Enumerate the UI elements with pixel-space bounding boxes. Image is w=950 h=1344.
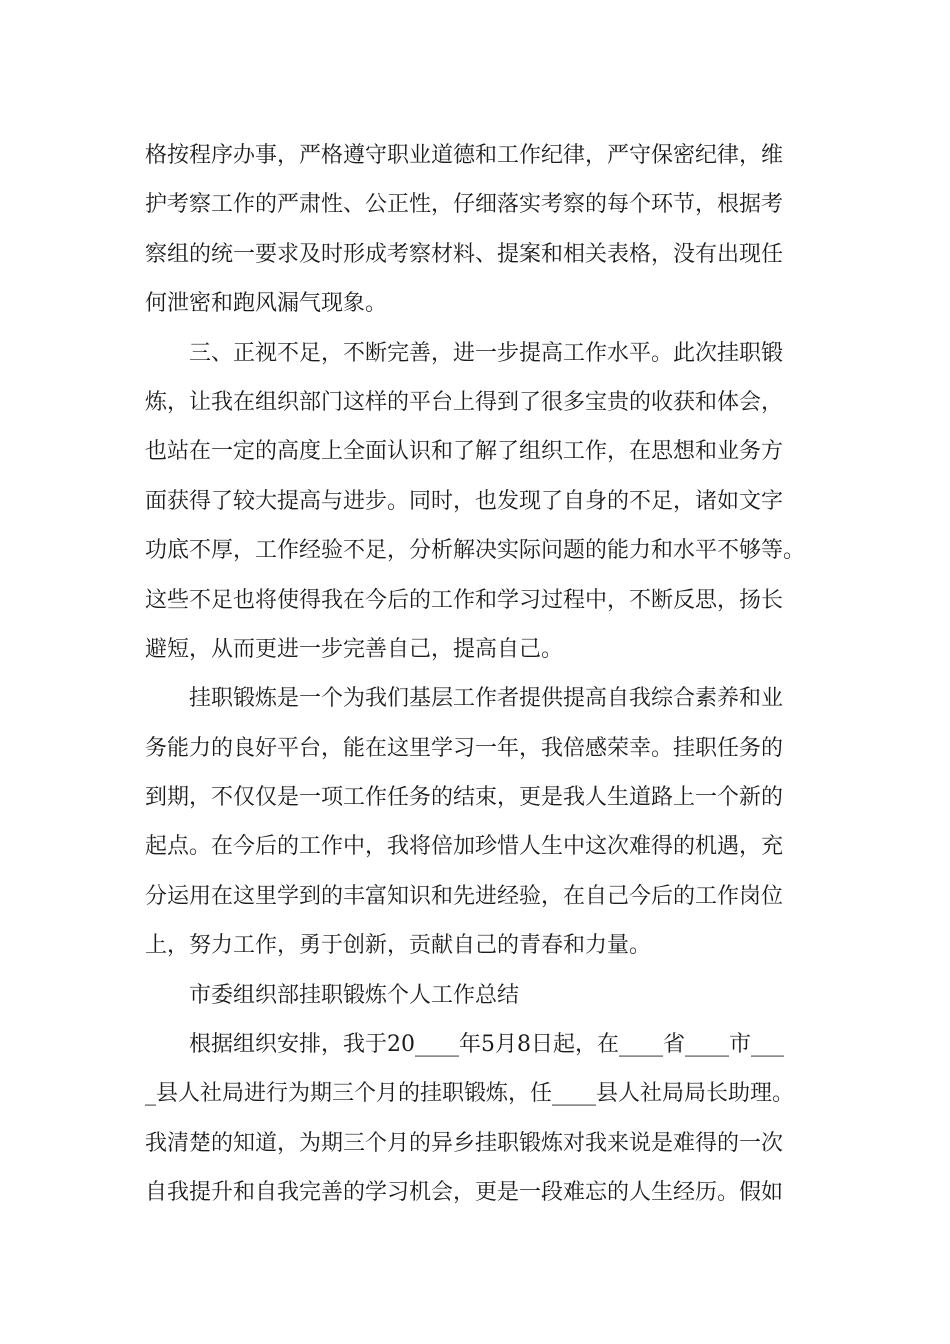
text-line: 何泄密和跑风漏气现象。 [145, 291, 388, 317]
text-line: 这些不足也将使得我在今后的工作和学习过程中，不断反思，扬长 [145, 587, 784, 613]
text-line: 面获得了较大提高与进步。同时，也发现了自身的不足，诸如文字 [145, 488, 784, 514]
text-line: 务能力的良好平台，能在这里学习一年，我倍感荣幸。挂职任务的 [145, 735, 784, 761]
text-line: 根据组织安排，我于20____年5月8日起，在____省____市___ [189, 1032, 784, 1058]
text-line: 三、正视不足，不断完善，进一步提高工作水平。此次挂职锻 [189, 340, 784, 366]
text-line: 察组的统一要求及时形成考察材料、提案和相关表格，没有出现任 [145, 241, 784, 267]
text-line: 格按程序办事，严格遵守职业道德和工作纪律，严守保密纪律，维 [145, 143, 784, 168]
text-line: 到期，不仅仅是一项工作任务的结束，更是我人生道路上一个新的 [145, 785, 784, 811]
text-line: 市委组织部挂职锻炼个人工作总结 [189, 982, 520, 1008]
text-line: 起点。在今后的工作中，我将倍加珍惜人生中这次难得的机遇，充 [145, 834, 784, 860]
text-line: 护考察工作的严肃性、公正性，仔细落实考察的每个环节，根据考 [145, 192, 784, 218]
text-line: 炼，让我在组织部门这样的平台上得到了很多宝贵的收获和体会， [145, 389, 784, 415]
text-line: _县人社局进行为期三个月的挂职锻炼，任____县人社局局长助理。 [145, 1081, 795, 1107]
text-line: 也站在一定的高度上全面认识和了解了组织工作，在思想和业务方 [145, 439, 784, 465]
text-line: 挂职锻炼是一个为我们基层工作者提供提高自我综合素养和业 [189, 686, 784, 712]
text-line: 我清楚的知道，为期三个月的异乡挂职锻炼对我来说是难得的一次 [145, 1130, 784, 1156]
text-line: 功底不厚，工作经验不足，分析解决实际问题的能力和水平不够等。 [145, 538, 806, 564]
text-line: 上，努力工作，勇于创新，贡献自己的青春和力量。 [145, 933, 652, 959]
text-line: 避短，从而更进一步完善自己，提高自己。 [145, 636, 564, 662]
text-line: 分运用在这里学到的丰富知识和先进经验，在自己今后的工作岗位 [145, 883, 784, 909]
text-line: 自我提升和自我完善的学习机会，更是一段难忘的人生经历。假如 [145, 1180, 784, 1206]
document-body [145, 131, 813, 1218]
